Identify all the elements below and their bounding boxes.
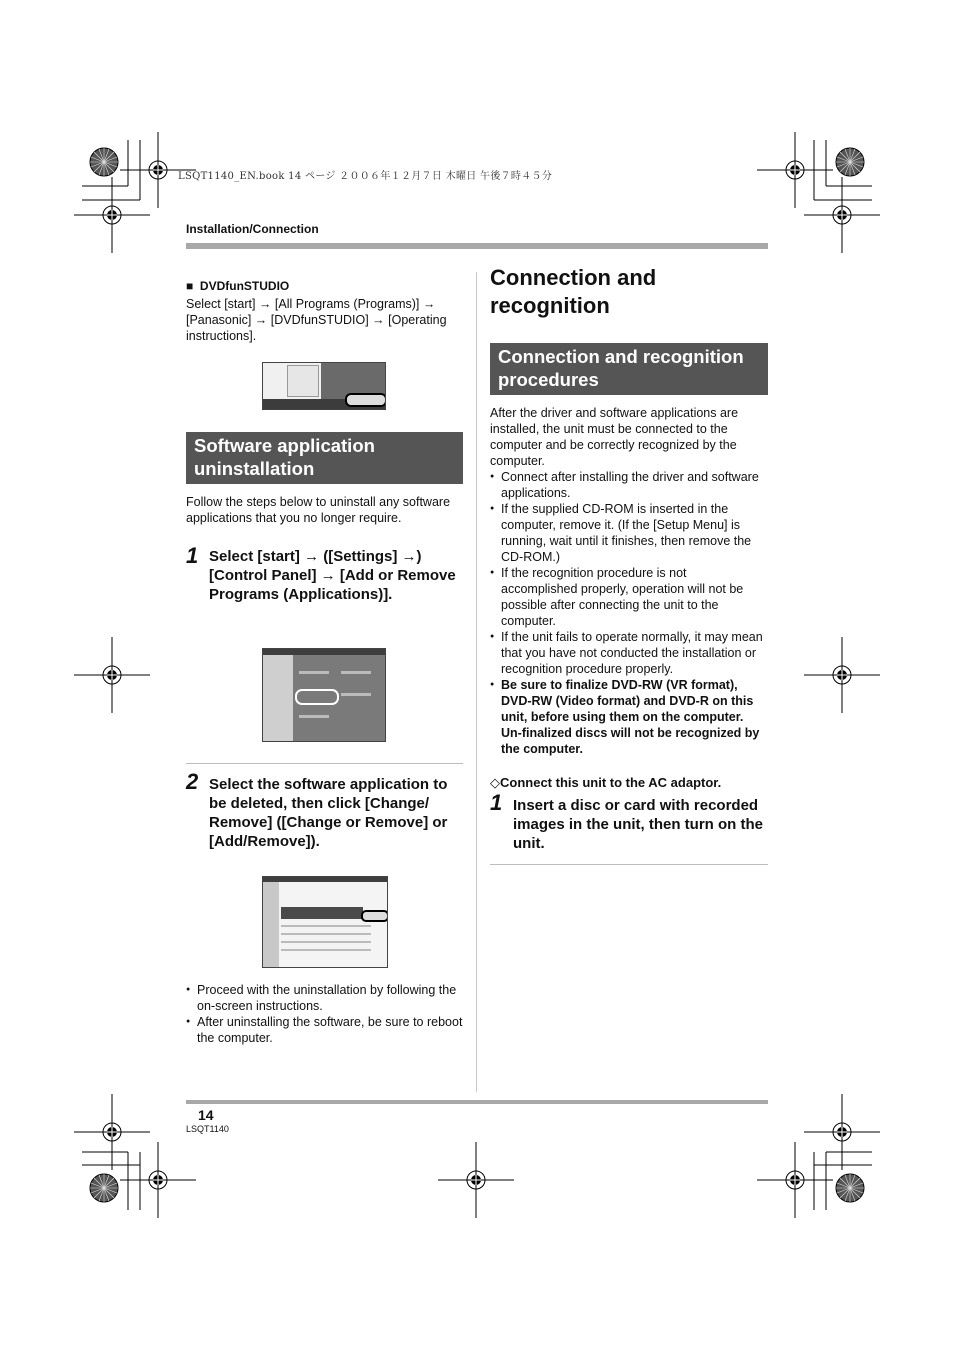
- page-number: 14: [198, 1107, 214, 1123]
- step-1-text: Select [start] → ([Settings] →) [Control Panel] → [Add or Remove Programs (Applications)].: [209, 548, 456, 603]
- print-header-line: LSQT1140_EN.book 14 ページ ２００６年１２月７日 木曜日 午後７時４５分: [178, 171, 553, 182]
- start-menu-screenshot: [262, 362, 386, 410]
- uninstall-intro: Follow the steps below to uninstall any software applications that you no longer require.: [186, 495, 451, 525]
- dvdfunstudio-heading-text: DVDfunSTUDIO: [199, 279, 290, 293]
- procedures-notes: [490, 469, 766, 757]
- column-divider: [476, 272, 477, 1092]
- top-rule: [186, 243, 768, 249]
- square-bullet-icon: ■: [186, 279, 194, 293]
- page-title: Connection and recognition: [490, 265, 657, 318]
- uninstall-notes: [186, 982, 464, 1046]
- step-divider: [186, 763, 463, 764]
- list-item: ● If the supplied CD-ROM is inserted in the computer, remove it. (If the [Setup Menu] is running, wait until it finishes, then remove the CD-ROM.): [490, 501, 766, 565]
- step-2-text: Select the software application to be deleted, then click [Change/ Remove] ([Change or Remove] or [Add/Remove]).: [209, 776, 448, 850]
- uninstall-section-title: Software application uninstallation: [186, 432, 463, 484]
- procedures-section-title: Connection and recognition procedures: [490, 343, 768, 395]
- list-item: ● After uninstalling the software, be sure to reboot the computer.: [186, 1014, 464, 1046]
- list-item-warning: ● Be sure to finalize DVD-RW (VR format), DVD-RW (Video format) and DVD-R on this unit, before using them on the computer. Un-finalized discs will not be recognized by the computer.: [490, 677, 766, 757]
- list-item: ● If the recognition procedure is not accomplished properly, operation will not be possible after connecting the unit to the computer.: [490, 565, 766, 629]
- right-step-1-number: 1: [490, 790, 503, 815]
- connect-ac-adaptor-note: ◇Connect this unit to the AC adaptor.: [490, 775, 722, 790]
- step-1-number: 1: [186, 543, 199, 568]
- dvdfunstudio-instructions: Select [start] → [All Programs (Programs)] → [Panasonic] → [DVDfunSTUDIO] → [Operating instructions].: [186, 297, 447, 343]
- list-item: ● Connect after installing the driver and software applications.: [490, 469, 766, 501]
- step-2-number: 2: [186, 769, 199, 794]
- list-item: ● If the unit fails to operate normally, it may mean that you have not conducted the installation or recognition procedure properly.: [490, 629, 766, 677]
- section-label: Installation/Connection: [186, 222, 319, 236]
- right-step-divider: [490, 864, 768, 865]
- right-step-1-text: Insert a disc or card with recorded images in the unit, then turn on the unit.: [513, 797, 763, 852]
- model-number: LSQT1140: [186, 1124, 229, 1134]
- control-panel-screenshot: [262, 648, 386, 742]
- bottom-rule: [186, 1100, 768, 1104]
- add-remove-programs-screenshot: [262, 876, 388, 968]
- dvdfunstudio-heading: [186, 279, 289, 293]
- procedures-intro: After the driver and software applications are installed, the unit must be connected to the computer and be correctly recognized by the computer.: [490, 406, 739, 468]
- list-item: ● Proceed with the uninstallation by following the on-screen instructions.: [186, 982, 464, 1014]
